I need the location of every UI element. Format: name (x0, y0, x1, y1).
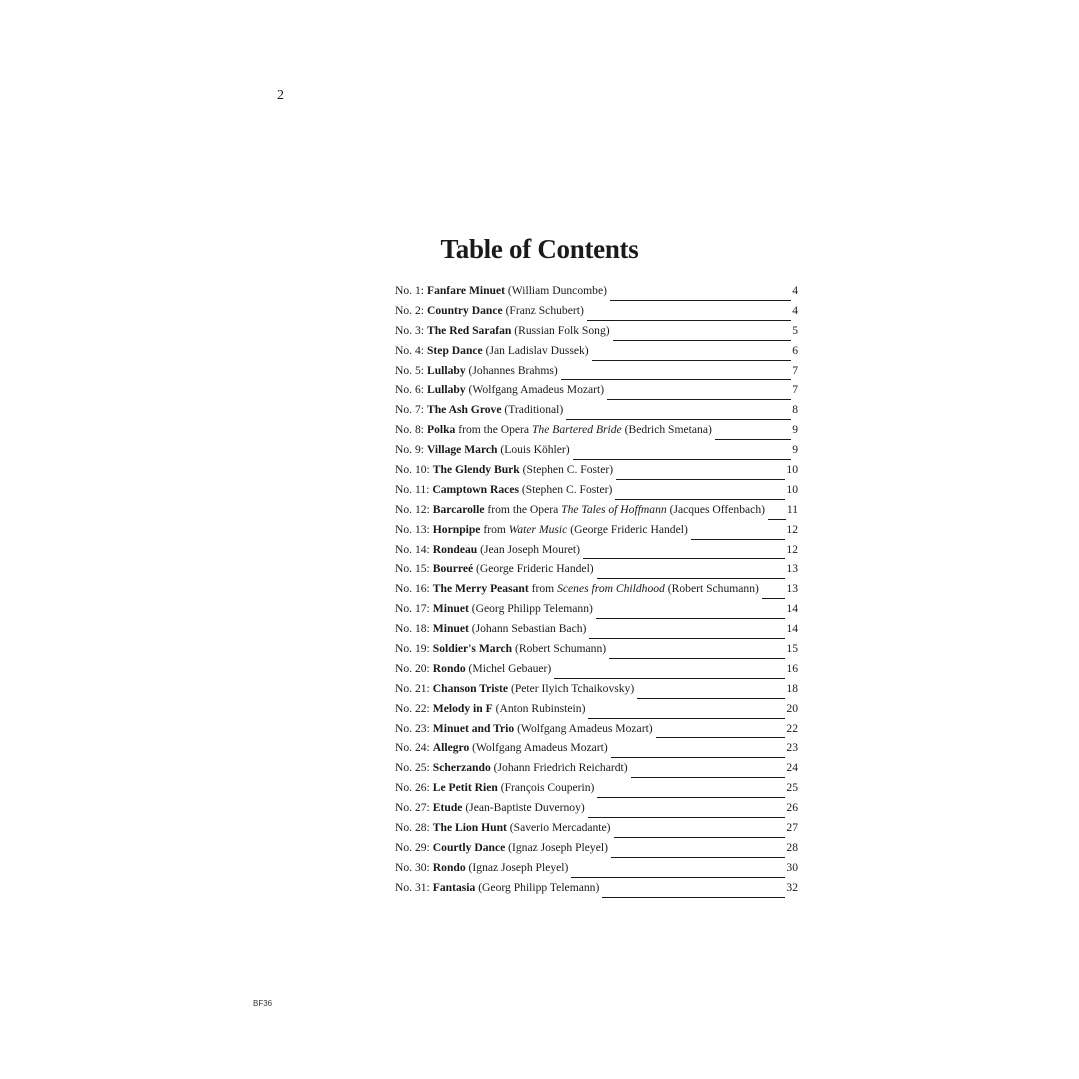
toc-entry-row (395, 483, 798, 503)
toc-entry-page: 6 (792, 343, 798, 357)
toc-entry-composer: (Jan Ladislav Dussek) (482, 343, 589, 357)
toc-entry-title: Step Dance (426, 343, 483, 357)
toc-leader-line (583, 557, 785, 559)
toc-entry-composer: (Stephen C. Foster) (519, 463, 614, 477)
toc-entry-title: Fanfare Minuet (426, 284, 506, 297)
toc-entry-composer: (Stephen C. Foster) (518, 482, 613, 496)
toc-entry-text (395, 582, 759, 595)
toc-entry-number: No. 15: (395, 562, 430, 576)
toc-entry-title: Allegro (432, 741, 470, 755)
toc-entry-composer: (Georg Philipp Telemann) (468, 602, 593, 616)
toc-entry-number: No. 9: (395, 443, 424, 457)
toc-entry-title: Polka (426, 423, 456, 437)
page-title: Table of Contents (440, 234, 639, 264)
toc-entry-number: No. 20: (395, 661, 430, 675)
toc-entry-row (395, 562, 798, 582)
toc-entry-title: The Lion Hunt (432, 821, 507, 835)
toc-entry-page: 23 (786, 741, 798, 755)
toc-leader-line (554, 677, 785, 679)
toc-entry-number: No. 18: (395, 622, 430, 636)
toc-entry-row (395, 642, 798, 662)
toc-entry-title: Country Dance (426, 303, 503, 317)
toc-entry-row (395, 602, 798, 622)
toc-entry-row (395, 443, 798, 463)
toc-leader-line (768, 518, 786, 520)
toc-entry-number: No. 14: (395, 542, 430, 556)
toc-entry-number: No. 11: (395, 482, 430, 496)
toc-entry-composer: (George Frideric Handel) (473, 562, 594, 576)
toc-entry-composer: (Michel Gebauer) (465, 661, 552, 675)
toc-entry-page: 14 (786, 602, 798, 616)
toc-entry-page: 27 (786, 821, 798, 835)
toc-entry-number: No. 6: (395, 383, 424, 397)
toc-entry-composer: (François Couperin) (497, 781, 595, 795)
toc-entry-row (395, 841, 798, 861)
toc-entry-composer: (Peter Ilyich Tchaikovsky) (508, 681, 635, 695)
toc-entry-text (395, 861, 568, 874)
toc-entry-row (395, 364, 798, 384)
toc-entry-page: 5 (792, 323, 798, 337)
toc-entry-page: 10 (786, 463, 798, 477)
toc-leader-line (592, 359, 792, 361)
toc-list (395, 284, 798, 901)
toc-entry-composer: (Jacques Offenbach) (666, 502, 765, 516)
toc-entry-title: Chanson Triste (432, 681, 509, 695)
toc-entry-work: The Bartered Bride (531, 423, 622, 437)
toc-entry-text (395, 463, 613, 476)
toc-leader-line (588, 717, 785, 719)
toc-entry-page: 11 (786, 502, 798, 516)
toc-entry-row (395, 463, 798, 483)
toc-entry-text (395, 761, 628, 774)
toc-entry-title: Melody in F (432, 701, 493, 715)
toc-entry-text (395, 702, 585, 715)
toc-entry-composer: (Louis Köhler) (497, 443, 570, 457)
toc-entry-composer: from the Opera (455, 423, 532, 437)
toc-entry-composer: from (480, 522, 509, 536)
toc-entry-title: Courtly Dance (432, 840, 506, 854)
toc-entry-row (395, 284, 798, 304)
toc-entry-title: The Ash Grove (426, 403, 502, 417)
toc-entry-text (395, 503, 765, 516)
toc-entry-composer: (Johann Sebastian Bach) (468, 622, 587, 636)
toc-entry-row (395, 761, 798, 781)
toc-entry-text (395, 344, 589, 357)
toc-entry-page: 8 (792, 403, 798, 417)
toc-entry-page: 9 (792, 443, 798, 457)
toc-entry-number: No. 28: (395, 821, 430, 835)
toc-entry-page: 10 (786, 482, 798, 496)
toc-entry-text (395, 881, 599, 894)
toc-entry-text (395, 403, 563, 416)
toc-entry-page: 18 (786, 681, 798, 695)
toc-entry-row (395, 304, 798, 324)
toc-entry-number: No. 7: (395, 403, 424, 417)
toc-leader-line (611, 856, 785, 858)
toc-entry-page: 4 (792, 284, 798, 297)
toc-leader-line (607, 398, 791, 400)
toc-entry-row (395, 702, 798, 722)
toc-entry-row (395, 861, 798, 881)
toc-entry-page: 24 (786, 761, 798, 775)
toc-entry-title: Le Petit Rien (432, 781, 498, 795)
toc-entry-page: 14 (786, 622, 798, 636)
toc-entry-number: No. 26: (395, 781, 430, 795)
toc-leader-line (715, 438, 791, 440)
toc-entry-text (395, 642, 606, 655)
toc-entry-number: No. 16: (395, 582, 430, 596)
toc-entry-page: 9 (792, 423, 798, 437)
toc-entry-page: 7 (792, 383, 798, 397)
toc-entry-composer: (William Duncombe) (505, 284, 607, 297)
toc-leader-line (597, 796, 785, 798)
toc-entry-work: Scenes from Childhood (557, 582, 665, 596)
toc-entry-page: 30 (786, 860, 798, 874)
toc-entry-title: Barcarolle (432, 502, 485, 516)
toc-entry-number: No. 29: (395, 840, 430, 854)
toc-entry-page: 16 (786, 661, 798, 675)
toc-entry-composer: (Jean Joseph Mouret) (477, 542, 580, 556)
toc-leader-line (596, 617, 786, 619)
toc-entry-page: 12 (786, 542, 798, 556)
toc-leader-line (566, 418, 791, 420)
toc-entry-text (395, 324, 610, 337)
toc-entry-row (395, 503, 798, 523)
toc-entry-composer: (Traditional) (501, 403, 564, 417)
toc-leader-line (587, 319, 791, 321)
toc-leader-line (602, 896, 785, 898)
toc-entry-title: Camptown Races (432, 482, 519, 496)
toc-entry-title: Village March (426, 443, 498, 457)
toc-entry-row (395, 622, 798, 642)
toc-entry-page: 25 (786, 781, 798, 795)
toc-entry-page: 20 (786, 701, 798, 715)
toc-entry-number: No. 3: (395, 323, 424, 337)
toc-leader-line (616, 478, 785, 480)
toc-entry-text (395, 662, 551, 675)
toc-entry-title: Minuet (432, 602, 469, 616)
toc-entry-text (395, 523, 688, 536)
toc-entry-row (395, 403, 798, 423)
toc-entry-page: 32 (786, 880, 798, 894)
toc-entry-work: Water Music (508, 522, 568, 536)
toc-entry-row (395, 523, 798, 543)
toc-entry-text (395, 741, 608, 754)
toc-entry-row (395, 383, 798, 403)
toc-entry-title: Rondeau (432, 542, 478, 556)
toc-entry-row (395, 881, 798, 901)
toc-leader-line (588, 816, 786, 818)
toc-leader-line (613, 339, 792, 341)
toc-entry-title: Lullaby (426, 383, 466, 397)
toc-entry-title: Minuet (432, 622, 469, 636)
toc-entry-composer: (Bedrich Smetana) (621, 423, 712, 437)
toc-entry-text (395, 364, 558, 377)
toc-entry-number: No. 24: (395, 741, 430, 755)
toc-leader-line (589, 637, 785, 639)
toc-entry-title: The Glendy Burk (432, 463, 520, 477)
toc-entry-composer: (Wolfgang Amadeus Mozart) (514, 721, 653, 735)
toc-entry-number: No. 17: (395, 602, 430, 616)
toc-entry-number: No. 23: (395, 721, 430, 735)
toc-entry-row (395, 662, 798, 682)
footer-code: BF36 (253, 999, 273, 1008)
toc-leader-line (561, 378, 791, 380)
toc-entry-row (395, 741, 798, 761)
toc-entry-composer: (Johannes Brahms) (465, 363, 558, 377)
toc-leader-line (762, 597, 786, 599)
toc-leader-line (656, 736, 786, 738)
toc-entry-page: 7 (792, 363, 798, 377)
toc-entry-text (395, 383, 604, 396)
toc-entry-composer: (Jean-Baptiste Duvernoy) (462, 801, 585, 815)
toc-entry-title: Fantasia (432, 880, 476, 894)
toc-entry-text (395, 622, 586, 635)
toc-entry-composer: from (528, 582, 558, 596)
toc-entry-number: No. 12: (395, 502, 430, 516)
toc-entry-text (395, 304, 584, 317)
toc-entry-row (395, 781, 798, 801)
toc-entry-row (395, 423, 798, 443)
toc-entry-page: 12 (786, 522, 798, 536)
toc-entry-row (395, 821, 798, 841)
toc-entry-text (395, 443, 570, 456)
toc-entry-page: 13 (786, 562, 798, 576)
toc-entry-page: 22 (786, 721, 798, 735)
toc-entry-title: Etude (432, 801, 463, 815)
toc-entry-text (395, 562, 594, 575)
toc-entry-composer: (Johann Friedrich Reichardt) (490, 761, 628, 775)
toc-leader-line (571, 876, 785, 878)
toc-entry-composer: (George Frideric Handel) (567, 522, 688, 536)
toc-entry-title: Lullaby (426, 363, 466, 377)
toc-entry-row (395, 682, 798, 702)
toc-entry-text (395, 801, 585, 814)
toc-leader-line (631, 776, 786, 778)
toc-entry-title: The Merry Peasant (432, 582, 529, 596)
toc-entry-text (395, 722, 653, 735)
toc-entry-row (395, 344, 798, 364)
toc-entry-work: The Tales of Hoffmann (561, 502, 667, 516)
toc-entry-number: No. 30: (395, 860, 430, 874)
toc-entry-row (395, 324, 798, 344)
toc-entry-number: No. 25: (395, 761, 430, 775)
toc-entry-composer: (Russian Folk Song) (511, 323, 610, 337)
toc-entry-title: Bourreé (432, 562, 474, 576)
toc-entry-title: Minuet and Trio (432, 721, 515, 735)
toc-entry-composer: (Saverio Mercadante) (506, 821, 611, 835)
toc-entry-composer: (Wolfgang Amadeus Mozart) (469, 741, 608, 755)
toc-leader-line (573, 458, 792, 460)
toc-leader-line (609, 657, 785, 659)
toc-entry-title: Soldier's March (432, 642, 513, 656)
toc-entry-text (395, 602, 593, 615)
toc-entry-title: Rondo (432, 661, 466, 675)
toc-entry-text (395, 284, 607, 297)
toc-entry-page: 28 (786, 840, 798, 854)
toc-entry-text (395, 543, 580, 556)
toc-entry-number: No. 27: (395, 801, 430, 815)
toc-entry-number: No. 8: (395, 423, 424, 437)
toc-entry-text (395, 781, 594, 794)
toc-entry-number: No. 5: (395, 363, 424, 377)
toc-leader-line (611, 756, 786, 758)
toc-entry-title: The Red Sarafan (426, 323, 512, 337)
toc-entry-text (395, 483, 612, 496)
toc-leader-line (637, 697, 785, 699)
toc-entry-text (395, 841, 608, 854)
toc-leader-line (691, 538, 786, 540)
toc-entry-number: No. 1: (395, 284, 424, 297)
toc-entry-title: Scherzando (432, 761, 491, 775)
toc-entry-row (395, 722, 798, 742)
toc-entry-composer: from the Opera (484, 502, 562, 516)
toc-entry-text (395, 682, 634, 695)
toc-entry-text (395, 423, 712, 436)
toc-leader-line (614, 836, 786, 838)
toc-entry-number: No. 19: (395, 642, 430, 656)
toc-entry-composer: (Robert Schumann) (512, 642, 607, 656)
toc-entry-page: 15 (786, 642, 798, 656)
toc-entry-number: No. 10: (395, 463, 430, 477)
page-number: 2 (277, 88, 284, 103)
toc-entry-row (395, 582, 798, 602)
toc-entry-number: No. 31: (395, 880, 430, 894)
toc-entry-composer: (Franz Schubert) (502, 303, 584, 317)
toc-entry-row (395, 543, 798, 563)
toc-entry-page: 26 (786, 801, 798, 815)
toc-leader-line (615, 498, 785, 500)
toc-entry-number: No. 21: (395, 681, 430, 695)
toc-entry-text (395, 821, 611, 834)
toc-entry-composer: (Ignaz Joseph Pleyel) (505, 840, 608, 854)
toc-entry-title: Rondo (432, 860, 466, 874)
toc-entry-number: No. 22: (395, 701, 430, 715)
toc-entry-composer: (Georg Philipp Telemann) (475, 880, 600, 894)
toc-entry-page: 4 (792, 303, 798, 317)
toc-entry-number: No. 4: (395, 343, 424, 357)
toc-entry-composer: (Ignaz Joseph Pleyel) (465, 860, 569, 874)
toc-leader-line (597, 577, 786, 579)
toc-entry-composer: (Wolfgang Amadeus Mozart) (465, 383, 605, 397)
toc-entry-composer: (Robert Schumann) (664, 582, 759, 596)
toc-entry-number: No. 13: (395, 522, 430, 536)
toc-entry-number: No. 2: (395, 303, 424, 317)
toc-entry-row (395, 801, 798, 821)
toc-entry-page: 13 (786, 582, 798, 596)
toc-entry-title: Hornpipe (432, 522, 481, 536)
toc-entry-composer: (Anton Rubinstein) (492, 701, 586, 715)
toc-leader-line (610, 299, 791, 301)
